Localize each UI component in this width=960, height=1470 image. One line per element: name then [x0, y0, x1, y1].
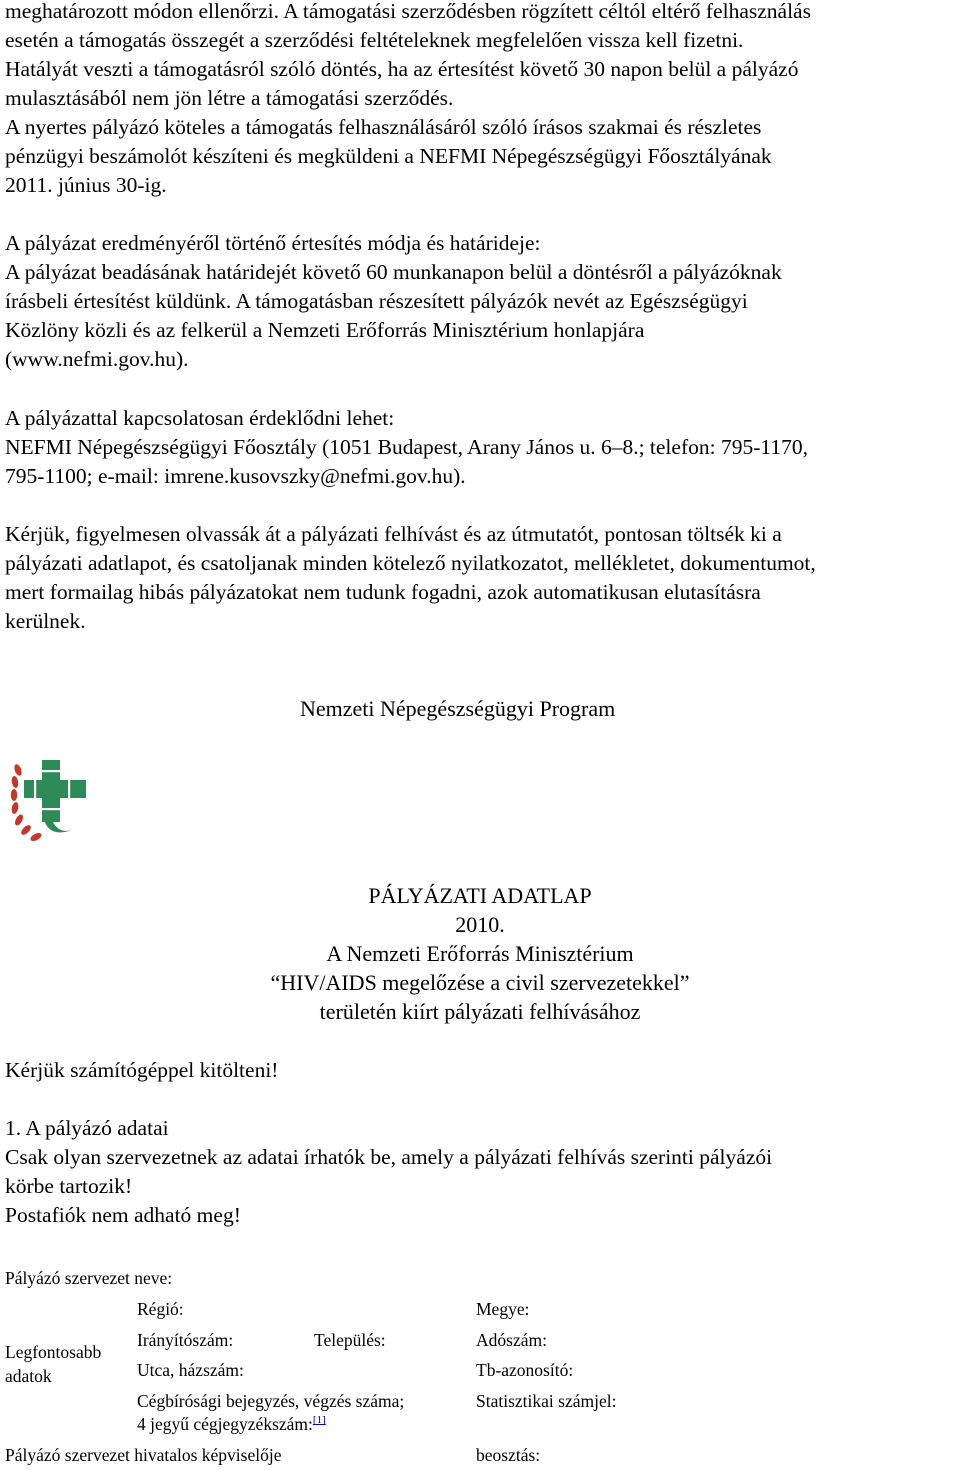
text-line: NEFMI Népegészségügyi Főosztály (1051 Budapest, Arany János u. 6–8.; telefon: 795-1170,: [5, 435, 808, 459]
footnote-link[interactable]: [1]: [312, 1414, 326, 1427]
text-line: körbe tartozik!: [5, 1174, 133, 1198]
text-line: pénzügyi beszámolót készíteni és megküldeni a NEFMI Népegészségügyi Főosztályának: [5, 144, 772, 168]
paragraph-notification: [5, 229, 960, 374]
text-line: írásbeli értesítést küldünk. A támogatásban részesített pályázók nevét az Egészségügyi: [5, 289, 748, 313]
text-line: Kérjük számítógéppel kitölteni!: [5, 1058, 279, 1082]
text-line: meghatározott módon ellenőrzi. A támogatási szerződésben rögzített céltól eltérő felhasználás: [5, 0, 811, 23]
field-position: beosztás:: [476, 1445, 541, 1465]
field-court-reg-text: 4 jegyű cégjegyzékszám:: [137, 1414, 313, 1434]
text-line: A pályázattal kapcsolatosan érdeklődni lehet:: [5, 406, 395, 430]
program-title: Nemzeti Népegészségügyi Program: [300, 696, 616, 721]
text-line: esetén a támogatás összegét a szerződési feltételeknek megfelelően vissza kell fizetni.: [5, 28, 744, 52]
paragraph-report: [5, 113, 960, 200]
text-line: mert formailag hibás pályázatokat nem tudunk fogadni, azok automatikusan elutasításra: [5, 580, 761, 604]
section-title: 1. A pályázó adatai: [5, 1116, 169, 1140]
text-line: Közlöny közli és az felkerül a Nemzeti Erőforrás Minisztérium honlapjára: [5, 318, 645, 342]
field-region: Régió:: [137, 1299, 184, 1319]
field-stat-number: Statisztikai számjel:: [476, 1391, 617, 1411]
text-line: pályázati adatlapot, és csatoljanak minden kötelező nyilatkozatot, mellékletet, dokumentumot,: [5, 551, 816, 575]
fill-notice: [5, 1056, 960, 1085]
text-line: mulasztásából nem jön létre a támogatási szerződés.: [5, 86, 454, 110]
section-applicant-data: [5, 1114, 960, 1230]
green-cross-laurel-icon: [6, 758, 88, 850]
field-street: Utca, házszám:: [137, 1360, 244, 1380]
paragraph-contact: [5, 404, 960, 491]
field-representative: Pályázó szervezet hivatalos képviselője: [5, 1445, 282, 1465]
field-key-data-line2: adatok: [5, 1366, 52, 1386]
text-line: Hatályát veszti a támogatásról szóló döntés, ha az értesítést követő 30 napon belül a pályázó: [5, 57, 799, 81]
form-title: PÁLYÁZATI ADATLAP: [368, 883, 592, 908]
paragraph-instructions: [5, 520, 960, 636]
text-line: A pályázat eredményéről történő értesítés módja és határideje:: [5, 231, 541, 255]
text-line: A pályázat beadásának határidejét követő 60 munkanapon belül a döntésről a pályázóknak: [5, 260, 782, 284]
field-court-reg-line1: Cégbírósági bejegyzés, végzés száma;: [137, 1391, 405, 1411]
form-ministry: A Nemzeti Erőforrás Minisztérium: [326, 941, 634, 966]
text-line: Csak olyan szervezetnek az adatai írhatók be, amely a pályázati felhívás szerinti pályázói: [5, 1145, 773, 1169]
form-call: területén kiírt pályázati felhívásához: [319, 999, 641, 1024]
paragraph-expiry: [5, 55, 960, 113]
text-line: kerülnek.: [5, 609, 86, 633]
field-county: Megye:: [476, 1299, 530, 1319]
text-line: 2011. június 30-ig.: [5, 173, 167, 197]
form-topic: “HIV/AIDS megelőzése a civil szervezetekkel”: [270, 970, 690, 995]
text-line: 795-1100; e-mail: imrene.kusovszky@nefmi.gov.hu).: [5, 464, 466, 488]
paragraph-refund: [5, 0, 960, 55]
field-settlement: Település:: [314, 1330, 386, 1350]
text-line: Kérjük, figyelmesen olvassák át a pályázati felhívást és az útmutatót, pontosan töltsék ki a: [5, 522, 782, 546]
form-year: 2010.: [455, 912, 505, 937]
field-tax-number: Adószám:: [476, 1330, 547, 1350]
field-court-reg-line2: [137, 1412, 326, 1436]
text-line: A nyertes pályázó köteles a támogatás felhasználásáról szóló írásos szakmai és részletes: [5, 115, 762, 139]
text-line: (www.nefmi.gov.hu).: [5, 347, 189, 371]
text-line: Postafiók nem adható meg!: [5, 1203, 241, 1227]
field-tb-id: Tb-azonosító:: [476, 1360, 574, 1380]
field-zip: Irányítószám:: [137, 1330, 234, 1350]
field-org-name: Pályázó szervezet neve:: [5, 1268, 173, 1288]
field-key-data-line1: Legfontosabb: [5, 1342, 102, 1362]
